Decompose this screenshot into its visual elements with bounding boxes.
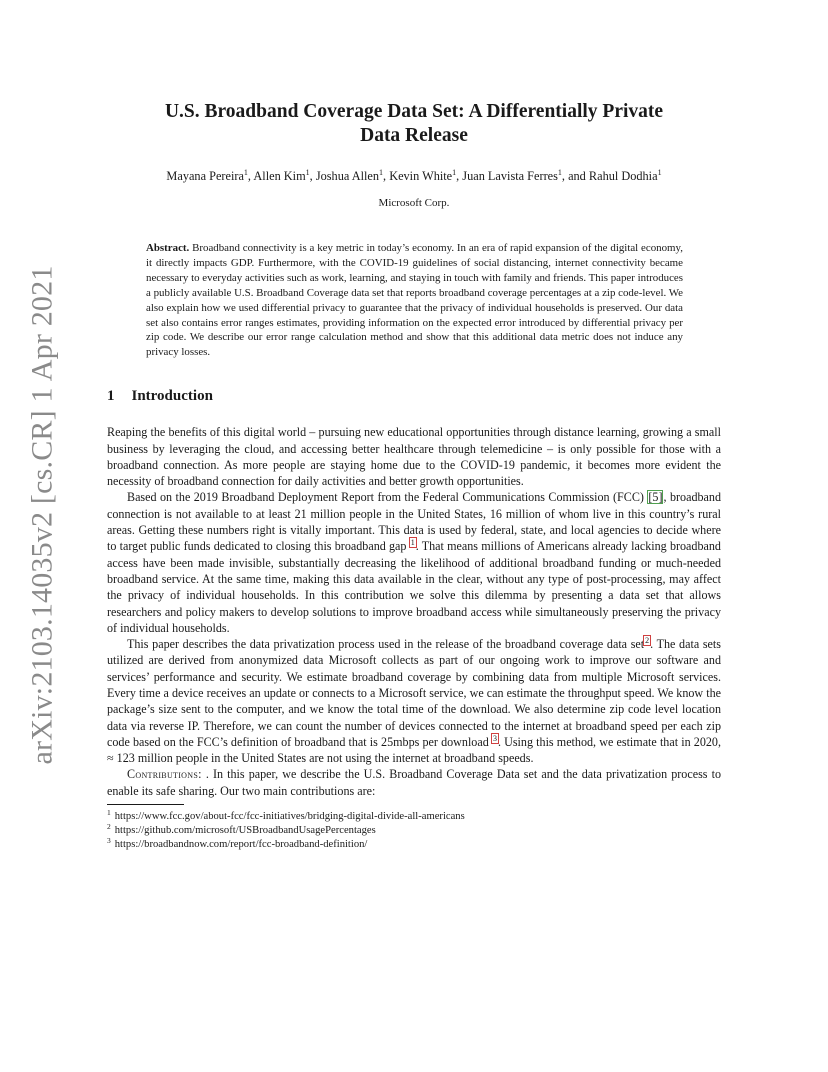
author-separator: , and xyxy=(561,169,589,183)
footnote-url[interactable]: https://www.fcc.gov/about-fcc/fcc-initiatives/bridging-digital-divide-all-americans xyxy=(114,811,465,823)
footnotes xyxy=(107,810,721,852)
author: Rahul Dodhia xyxy=(588,169,658,183)
paper-title xyxy=(107,100,721,148)
author-affiliation-mark: 1 xyxy=(452,168,457,177)
footnote-url[interactable]: https://github.com/microsoft/USBroadbandUsagePercentages xyxy=(114,825,376,837)
abstract xyxy=(146,241,683,360)
author: Joshua Allen xyxy=(315,169,380,183)
body-text xyxy=(107,424,721,799)
footnote xyxy=(107,838,721,852)
paragraph xyxy=(107,489,721,636)
section-heading xyxy=(107,388,721,405)
footnote xyxy=(107,810,721,824)
affiliation: Microsoft Corp. xyxy=(378,197,450,209)
section-title: Introduction xyxy=(131,388,213,405)
author-affiliation-mark: 1 xyxy=(243,168,248,177)
citation-link[interactable]: [5] xyxy=(648,490,663,505)
footnote-link[interactable]: 3 xyxy=(492,733,497,743)
paragraph-text: . In this paper, we describe the U.S. Broadband Coverage Data set and the data privatization process to enable its safe sharing. Our two main contributions are: xyxy=(107,767,721,798)
author: Kevin White xyxy=(389,169,453,183)
author-affiliation-mark: 1 xyxy=(657,168,662,177)
paragraph-text: . Using this method, we estimate that in 2020, ≈ 123 million people in the United States are not using the internet at broadband speeds. xyxy=(107,734,722,766)
footnote-number: 3 xyxy=(107,836,111,846)
author: Allen Kim xyxy=(253,169,306,183)
paragraph xyxy=(107,636,721,766)
author-separator: , xyxy=(247,169,254,183)
footnote-link[interactable]: 2 xyxy=(645,636,650,646)
author-affiliation-mark: 1 xyxy=(305,168,310,177)
title-line-2: Data Release xyxy=(360,125,468,146)
footnote-number: 1 xyxy=(107,808,111,818)
paragraph-text: . That means millions of Americans already lacking broadband access have been made invisible, substantially decreasing the likelihood of additional broadband funding or much-needed broadband service. At the same time, making this data available in the clear, without any type of post-processing, may affect the privacy of individual households. In this contribution we solve this dilemma by presenting a data set that allows researchers and policy makers to develop solutions to improve broadband access while simultaneously preserving the privacy of individual households. xyxy=(107,539,721,635)
paragraph-text: , broadband connection is not available to at least 21 million people in the United States, 16 million of whom live in this country’s rural areas. Getting these numbers right is vitally important. This data is used by federal, state, and local agencies to decide where to target public funds dedicated to closing this broadband gap xyxy=(107,490,721,554)
author: Mayana Pereira xyxy=(166,169,244,183)
author-affiliation-mark: 1 xyxy=(379,168,384,177)
footnote-link[interactable]: 1 xyxy=(410,538,415,548)
footnote-url[interactable]: https://broadbandnow.com/report/fcc-broadband-definition/ xyxy=(114,839,368,851)
paragraph xyxy=(107,766,721,799)
footnote-number: 2 xyxy=(107,822,111,832)
contributions-label: Contributions: xyxy=(127,767,202,782)
author-separator: , xyxy=(456,169,463,183)
author-list xyxy=(107,168,721,184)
paragraph-text: Based on the 2019 Broadband Deployment Report from the Federal Communications Commission (FCC) xyxy=(127,490,648,505)
arxiv-identifier xyxy=(22,265,64,765)
arxiv-identifier-text: arXiv:2103.14035v2 [cs.CR] 1 Apr 2021 xyxy=(26,265,59,765)
abstract-text: Broadband connectivity is a key metric in today’s economy. In an era of rapid expansion of the digital economy, it directly impacts GDP. Furthermore, with the COVID-19 guidelines of social distancing, internet connectivity became necessary to everyday activities such as work, learning, and staying in touch with family and friends. This paper introduces a publicly available U.S. Broadband Coverage data set that reports broadband coverage percentages at a zip code-level. We also explain how we used differential privacy to guarantee that the privacy of individual households is preserved. Our data set also contains error ranges estimates, providing information on the expected error introduced by differential privacy per zip code. We describe our error range calculation method and show that this additional data metric does not induce any privacy losses. xyxy=(146,242,683,359)
paragraph-text: This paper describes the data privatization process used in the release of the broadband coverage data set xyxy=(127,637,645,652)
author-separator: , xyxy=(383,169,390,183)
paragraph-text: . The data sets utilized are derived from anonymized data Microsoft collects as part of our ongoing work to improve our software and services’ performance and security. We estimate broadband coverage by combining data from multiple Microsoft services. Every time a device receives an update or connects to a Microsoft service, we can estimate the throughput speed. We know the package’s size sent to the computer, and we know the total time of the download. We also determine zip code level location data via reverse IP. Therefore, we can count the number of devices connected to the internet at broadband speed per each zip code based on the FCC’s definition of broadband that is 25mbps per download xyxy=(107,637,721,749)
author-affiliation-mark: 1 xyxy=(557,168,562,177)
title-line-1: U.S. Broadband Coverage Data Set: A Differentially Private xyxy=(164,101,664,122)
abstract-label: Abstract. xyxy=(146,242,190,254)
author-separator: , xyxy=(309,169,316,183)
paragraph: Reaping the benefits of this digital world – pursuing new educational opportunities through distance learning, growing a small business by leveraging the cloud, and accessing better healthcare through telemedicine – is only possible for those with a broadband connection. As more people are staying home due to the COVID-19 pandemic, it becomes more evident the necessity of broadband connection for daily activities and better growth opportunities. xyxy=(107,425,721,489)
section-number: 1 xyxy=(107,388,115,405)
author: Juan Lavista Ferres xyxy=(462,169,558,183)
footnote xyxy=(107,824,721,838)
footnote-divider xyxy=(107,804,184,805)
paper-page xyxy=(107,100,721,852)
